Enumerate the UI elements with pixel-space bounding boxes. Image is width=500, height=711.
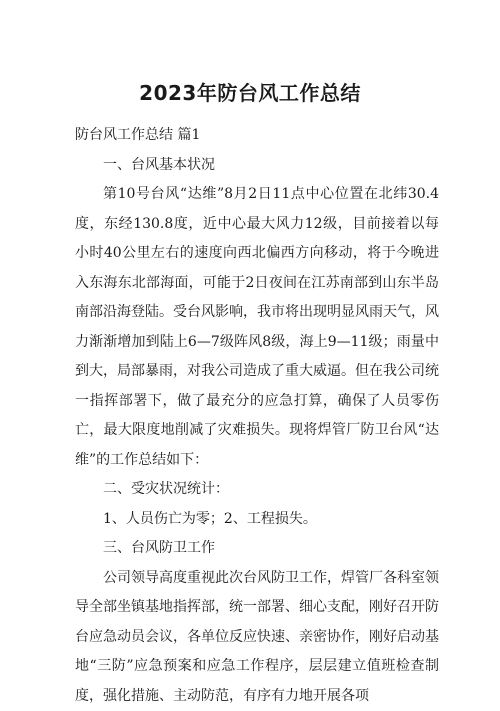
section-heading-1: 一、台风基本状况 — [75, 151, 439, 181]
document-body — [75, 121, 439, 711]
section-heading-2: 二、受灾状况统计： — [75, 475, 439, 505]
paragraph-typhoon-situation: 第10号台风“达维”8月2日11点中心位置在北纬30.4度，东经130.8度，近中心最大风力12级，目前接着以每小时40公里左右的速度向西北偏西方向移动，将于今晚进入东海东北部海面，可能于2日夜间在江苏南部到山东半岛南部沿海登陆。受台风影响，我市将出现明显风雨天气，风力渐渐增加到陆上6—7级阵风8级，海上9—11级；雨量中到大，局部暴雨，对我公司造成了重大威逼。但在我公司统一指挥部署下，做了最充分的应急打算，确保了人员零伤亡，最大限度地削减了灾难损失。现将焊管厂防卫台风“达维”的工作总结如下： — [75, 180, 439, 475]
paragraph-damage-stats: 1、人员伤亡为零；2、工程损失。 — [75, 505, 439, 535]
section-heading-3: 三、台风防卫工作 — [75, 534, 439, 564]
paragraph-defense-work: 公司领导高度重视此次台风防卫工作，焊管厂各科室领导全部坐镇基地指挥部，统一部署、细心支配，刚好召开防台应急动员会议，各单位反应快速、亲密协作，刚好启动基地“三防”应急预案和应急工作程序，层层建立值班检查制度，强化措施、主动防范，有序有力地开展各项 — [75, 564, 439, 711]
document-title: 2023年防台风工作总结 — [0, 80, 500, 106]
section-heading-article: 防台风工作总结 篇1 — [75, 121, 439, 151]
